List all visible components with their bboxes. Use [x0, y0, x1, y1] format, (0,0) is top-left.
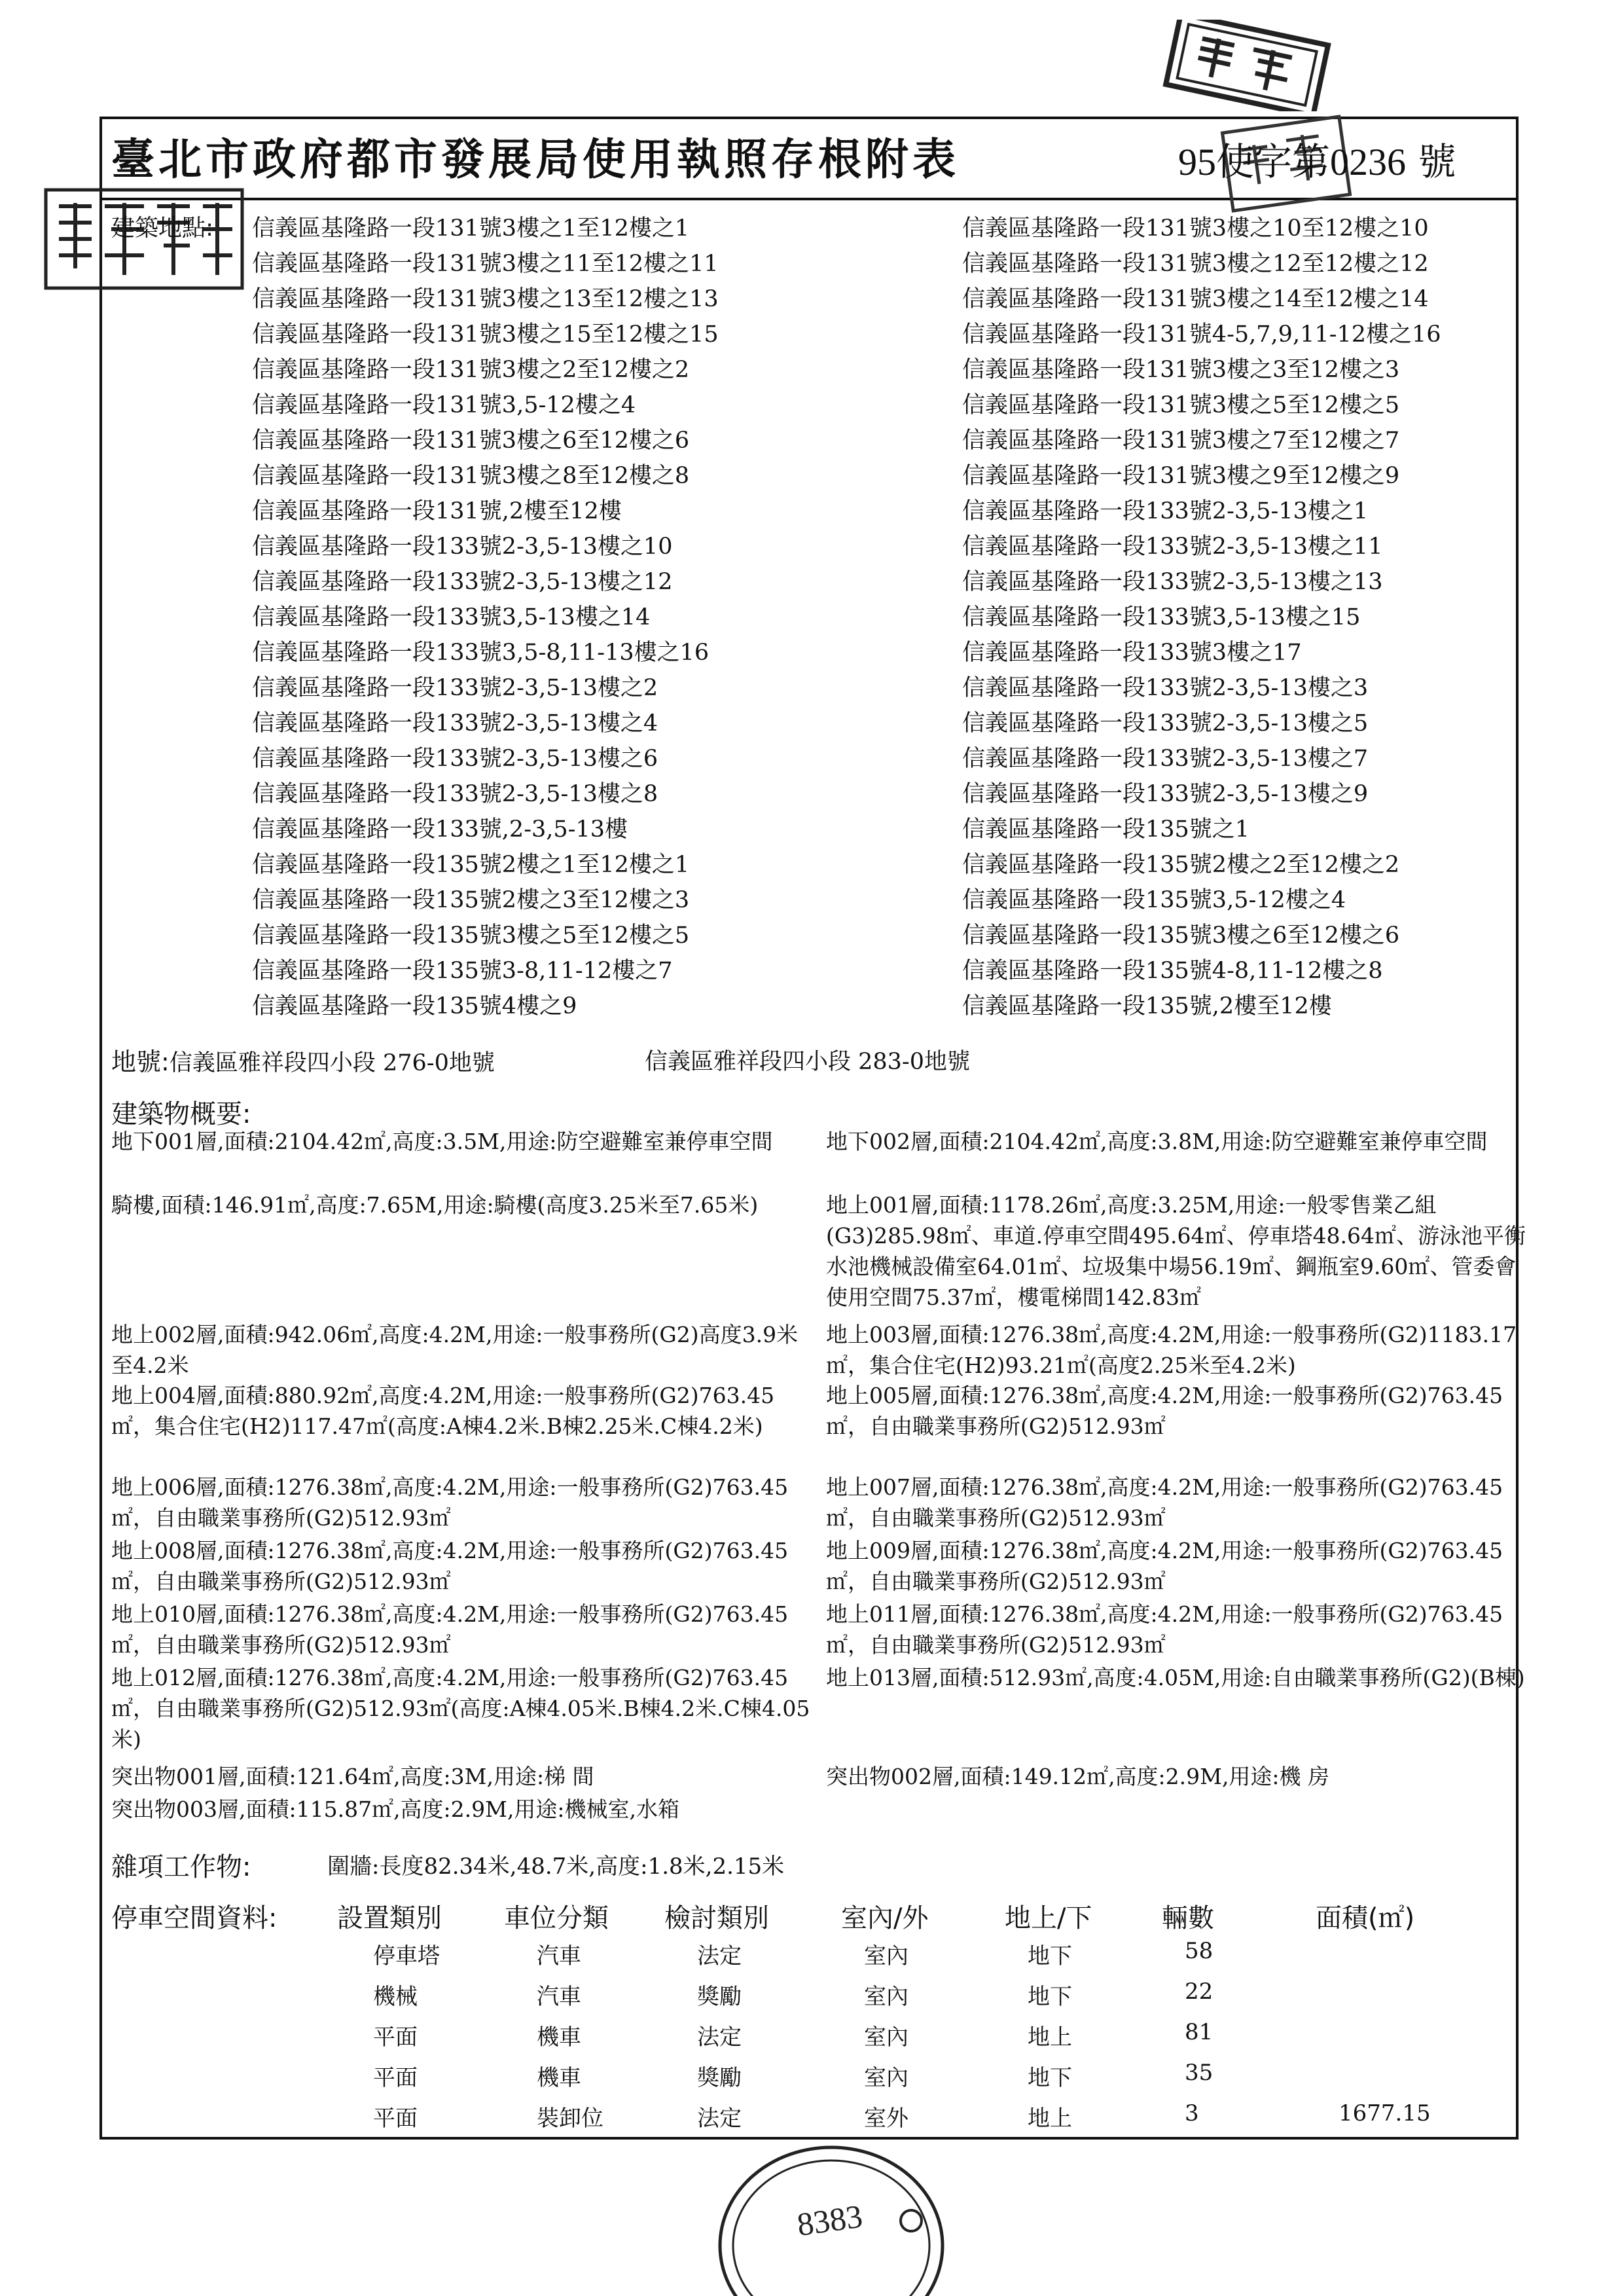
address-item: 信義區基隆路一段131號3樓之11至12樓之11	[252, 251, 719, 277]
parking-cell: 室內	[864, 1943, 908, 1969]
parking-column-header: 面積(㎡)	[1316, 1903, 1415, 1933]
parking-cell: 室內	[864, 1984, 908, 2010]
parking-cell: 法定	[697, 2105, 742, 2132]
permit-prefix: 95	[1178, 141, 1216, 183]
parking-cell: 地下	[1028, 2065, 1072, 2091]
address-list-left	[252, 211, 946, 1024]
address-item: 信義區基隆路一段131號3樓之14至12樓之14	[962, 286, 1429, 312]
address-item: 信義區基隆路一段135號3樓之5至12樓之5	[252, 922, 690, 949]
misc-value: 圍牆:長度82.34米,48.7米,高度:1.8米,2.15米	[327, 1853, 785, 1880]
address-item: 信義區基隆路一段133號2-3,5-13樓之4	[252, 710, 658, 737]
address-label: 建築地點:	[111, 215, 214, 242]
address-item: 信義區基隆路一段131號3樓之15至12樓之15	[252, 321, 719, 348]
parking-column-header: 車位分類	[504, 1903, 609, 1933]
address-item: 信義區基隆路一段133號2-3,5-13樓之12	[252, 569, 673, 595]
parking-cell: 1677.15	[1339, 2100, 1431, 2126]
building-floor-entry: 地上007層,面積:1276.38㎡,高度:4.2M,用途:一般事務所(G2)763.45㎡，自由職業事務所(G2)512.93㎡	[826, 1474, 1503, 1531]
address-item: 信義區基隆路一段135號3樓之6至12樓之6	[962, 922, 1400, 949]
address-item: 信義區基隆路一段131號3樓之13至12樓之13	[252, 286, 719, 312]
address-item: 信義區基隆路一段131號4-5,7,9,11-12樓之16	[962, 321, 1441, 348]
building-floor-entry: 地下002層,面積:2104.42㎡,高度:3.8M,用途:防空避難室兼停車空間	[826, 1129, 1488, 1154]
address-item: 信義區基隆路一段131號3樓之3至12樓之3	[962, 357, 1400, 383]
parking-label: 停車空間資料:	[111, 1903, 278, 1933]
parking-cell: 平面	[373, 2105, 418, 2132]
building-floor-entry: 地下001層,面積:2104.42㎡,高度:3.5M,用途:防空避難室兼停車空間	[111, 1129, 773, 1154]
building-floor-entry: 地上008層,面積:1276.38㎡,高度:4.2M,用途:一般事務所(G2)763.45㎡，自由職業事務所(G2)512.93㎡	[111, 1538, 789, 1594]
address-item: 信義區基隆路一段133號,2-3,5-13樓	[252, 816, 628, 843]
parking-cell: 35	[1185, 2060, 1214, 2086]
permit-code: 使字第	[1216, 139, 1331, 184]
building-floor-entry: 地上003層,面積:1276.38㎡,高度:4.2M,用途:一般事務所(G2)1183.17㎡，集合住宅(H2)93.21㎡(高度2.25米至4.2米)	[826, 1322, 1517, 1378]
land-row	[111, 1044, 495, 1081]
address-item: 信義區基隆路一段131號3樓之1至12樓之1	[252, 215, 690, 242]
parking-cell: 室內	[864, 2065, 908, 2091]
address-item: 信義區基隆路一段135號,2樓至12樓	[962, 993, 1332, 1019]
parking-cell: 獎勵	[697, 1984, 742, 2010]
parking-cell: 81	[1185, 2019, 1214, 2045]
address-item: 信義區基隆路一段131號3樓之10至12樓之10	[962, 215, 1429, 242]
address-item: 信義區基隆路一段131號3樓之5至12樓之5	[962, 392, 1400, 418]
parking-cell: 地下	[1028, 1984, 1072, 2010]
parking-cell: 地上	[1028, 2024, 1072, 2050]
address-item: 信義區基隆路一段131號3,5-12樓之4	[252, 392, 636, 418]
address-item: 信義區基隆路一段135號3-8,11-12樓之7	[252, 958, 673, 984]
building-floor-entry: 突出物003層,面積:115.87㎡,高度:2.9M,用途:機械室,水箱	[111, 1796, 680, 1822]
building-floor-entry: 突出物001層,面積:121.64㎡,高度:3M,用途:梯 間	[111, 1764, 594, 1789]
parking-cell: 室內	[864, 2024, 908, 2050]
permit-suffix: 號	[1418, 139, 1456, 184]
address-item: 信義區基隆路一段131號3樓之8至12樓之8	[252, 463, 690, 489]
address-item: 信義區基隆路一段133號2-3,5-13樓之8	[252, 781, 658, 807]
address-item: 信義區基隆路一段133號2-3,5-13樓之10	[252, 534, 673, 560]
address-item: 信義區基隆路一段133號3,5-8,11-13樓之16	[252, 640, 710, 666]
parking-cell: 汽車	[537, 1943, 581, 1969]
address-item: 信義區基隆路一段133號3,5-13樓之15	[962, 604, 1361, 630]
parking-cell: 獎勵	[697, 2065, 742, 2091]
address-item: 信義區基隆路一段133號3,5-13樓之14	[252, 604, 651, 630]
address-item: 信義區基隆路一段133號2-3,5-13樓之5	[962, 710, 1369, 737]
address-item: 信義區基隆路一段133號2-3,5-13樓之13	[962, 569, 1383, 595]
parking-cell: 機械	[373, 1984, 418, 2010]
address-item: 信義區基隆路一段131號3樓之2至12樓之2	[252, 357, 690, 383]
address-item: 信義區基隆路一段131號3樓之12至12樓之12	[962, 251, 1429, 277]
parking-cell: 汽車	[537, 1984, 581, 2010]
building-label: 建築物概要:	[111, 1099, 251, 1129]
address-item: 信義區基隆路一段133號2-3,5-13樓之9	[962, 781, 1369, 807]
address-item: 信義區基隆路一段135號2樓之3至12樓之3	[252, 887, 690, 913]
address-item: 信義區基隆路一段133號2-3,5-13樓之7	[962, 746, 1369, 772]
parking-cell: 機車	[537, 2024, 581, 2050]
address-item: 信義區基隆路一段131號3樓之9至12樓之9	[962, 463, 1400, 489]
address-item: 信義區基隆路一段135號4樓之9	[252, 993, 577, 1019]
address-item: 信義區基隆路一段133號2-3,5-13樓之1	[962, 498, 1369, 524]
parking-cell: 3	[1185, 2100, 1199, 2126]
seal-bottom	[707, 2115, 956, 2296]
land-lot-1: 信義區雅祥段四小段 276-0地號	[169, 1050, 495, 1076]
parking-cell: 地下	[1028, 1943, 1072, 1969]
building-floor-entry: 騎樓,面積:146.91㎡,高度:7.65M,用途:騎樓(高度3.25米至7.65米)	[111, 1192, 759, 1218]
address-item: 信義區基隆路一段135號2樓之1至12樓之1	[252, 852, 690, 878]
parking-column-header: 室內/外	[841, 1903, 929, 1933]
building-floor-entry: 地上013層,面積:512.93㎡,高度:4.05M,用途:自由職業事務所(G2)(B棟)	[826, 1665, 1525, 1690]
address-item: 信義區基隆路一段135號之1	[962, 816, 1250, 843]
parking-cell: 地上	[1028, 2105, 1072, 2132]
parking-column-header: 設置類別	[337, 1903, 442, 1933]
parking-cell: 平面	[373, 2065, 418, 2091]
parking-cell: 法定	[697, 2024, 742, 2050]
parking-column-header: 檢討類別	[664, 1903, 769, 1933]
address-item: 信義區基隆路一段133號2-3,5-13樓之2	[252, 675, 658, 701]
parking-column-header: 地上/下	[1005, 1903, 1092, 1933]
building-floor-entry: 地上012層,面積:1276.38㎡,高度:4.2M,用途:一般事務所(G2)763.45㎡，自由職業事務所(G2)512.93㎡(高度:A棟4.05米.B棟4.2米.C棟4.05米)	[111, 1665, 810, 1752]
address-item: 信義區基隆路一段133號2-3,5-13樓之6	[252, 746, 658, 772]
permit-serial: 0236	[1330, 141, 1407, 183]
address-item: 信義區基隆路一段135號3,5-12樓之4	[962, 887, 1346, 913]
building-floor-entry: 地上004層,面積:880.92㎡,高度:4.2M,用途:一般事務所(G2)763.45㎡，集合住宅(H2)117.47㎡(高度:A棟4.2米.B棟2.25米.C棟4.2米)	[111, 1383, 775, 1439]
address-list-right	[962, 211, 1618, 1024]
building-floor-entry: 地上001層,面積:1178.26㎡,高度:3.25M,用途:一般零售業乙組(G3)285.98㎡、車道.停車空間495.64㎡、停車塔48.64㎡、游泳池平衡水池機械設備室64.01㎡、垃圾集中場56.19㎡、鋼瓶室9.60㎡、管委會使用空間75.37㎡，樓電梯間142.83㎡	[826, 1192, 1526, 1310]
address-item: 信義區基隆路一段131號,2樓至12樓	[252, 498, 622, 524]
parking-cell: 法定	[697, 1943, 742, 1969]
page-title: 臺北市政府都市發展局使用執照存根附表	[111, 134, 960, 185]
address-item: 信義區基隆路一段135號4-8,11-12樓之8	[962, 958, 1383, 984]
parking-cell: 平面	[373, 2024, 418, 2050]
building-floor-entry: 地上002層,面積:942.06㎡,高度:4.2M,用途:一般事務所(G2)高度3.9米至4.2米	[111, 1322, 799, 1378]
permit-number	[1178, 131, 1456, 186]
parking-cell: 停車塔	[373, 1943, 440, 1969]
address-item: 信義區基隆路一段135號2樓之2至12樓之2	[962, 852, 1400, 878]
seal-number: 8383	[795, 2197, 865, 2243]
building-floor-entry: 地上010層,面積:1276.38㎡,高度:4.2M,用途:一般事務所(G2)763.45㎡，自由職業事務所(G2)512.93㎡	[111, 1601, 789, 1658]
building-floor-entry: 突出物002層,面積:149.12㎡,高度:2.9M,用途:機 房	[826, 1764, 1330, 1789]
building-floor-entry: 地上005層,面積:1276.38㎡,高度:4.2M,用途:一般事務所(G2)763.45㎡，自由職業事務所(G2)512.93㎡	[826, 1383, 1503, 1439]
parking-cell: 室外	[864, 2105, 908, 2132]
parking-column-header: 輛數	[1162, 1903, 1214, 1933]
misc-label: 雜項工作物:	[111, 1852, 251, 1882]
land-label: 地號:	[111, 1048, 170, 1076]
parking-cell: 機車	[537, 2065, 581, 2091]
building-floor-entry: 地上009層,面積:1276.38㎡,高度:4.2M,用途:一般事務所(G2)763.45㎡，自由職業事務所(G2)512.93㎡	[826, 1538, 1503, 1594]
address-item: 信義區基隆路一段131號3樓之7至12樓之7	[962, 428, 1400, 454]
parking-cell: 58	[1185, 1938, 1214, 1964]
address-item: 信義區基隆路一段131號3樓之6至12樓之6	[252, 428, 690, 454]
land-lot-2: 信義區雅祥段四小段 283-0地號	[645, 1049, 971, 1075]
parking-cell: 22	[1185, 1978, 1214, 2005]
address-item: 信義區基隆路一段133號2-3,5-13樓之3	[962, 675, 1369, 701]
building-floor-entry: 地上011層,面積:1276.38㎡,高度:4.2M,用途:一般事務所(G2)763.45㎡，自由職業事務所(G2)512.93㎡	[826, 1601, 1503, 1658]
parking-cell: 裝卸位	[537, 2105, 603, 2132]
address-item: 信義區基隆路一段133號3樓之17	[962, 640, 1302, 666]
address-item: 信義區基隆路一段133號2-3,5-13樓之11	[962, 534, 1383, 560]
building-floor-entry: 地上006層,面積:1276.38㎡,高度:4.2M,用途:一般事務所(G2)763.45㎡，自由職業事務所(G2)512.93㎡	[111, 1474, 789, 1531]
seal-top-right	[1152, 20, 1348, 111]
